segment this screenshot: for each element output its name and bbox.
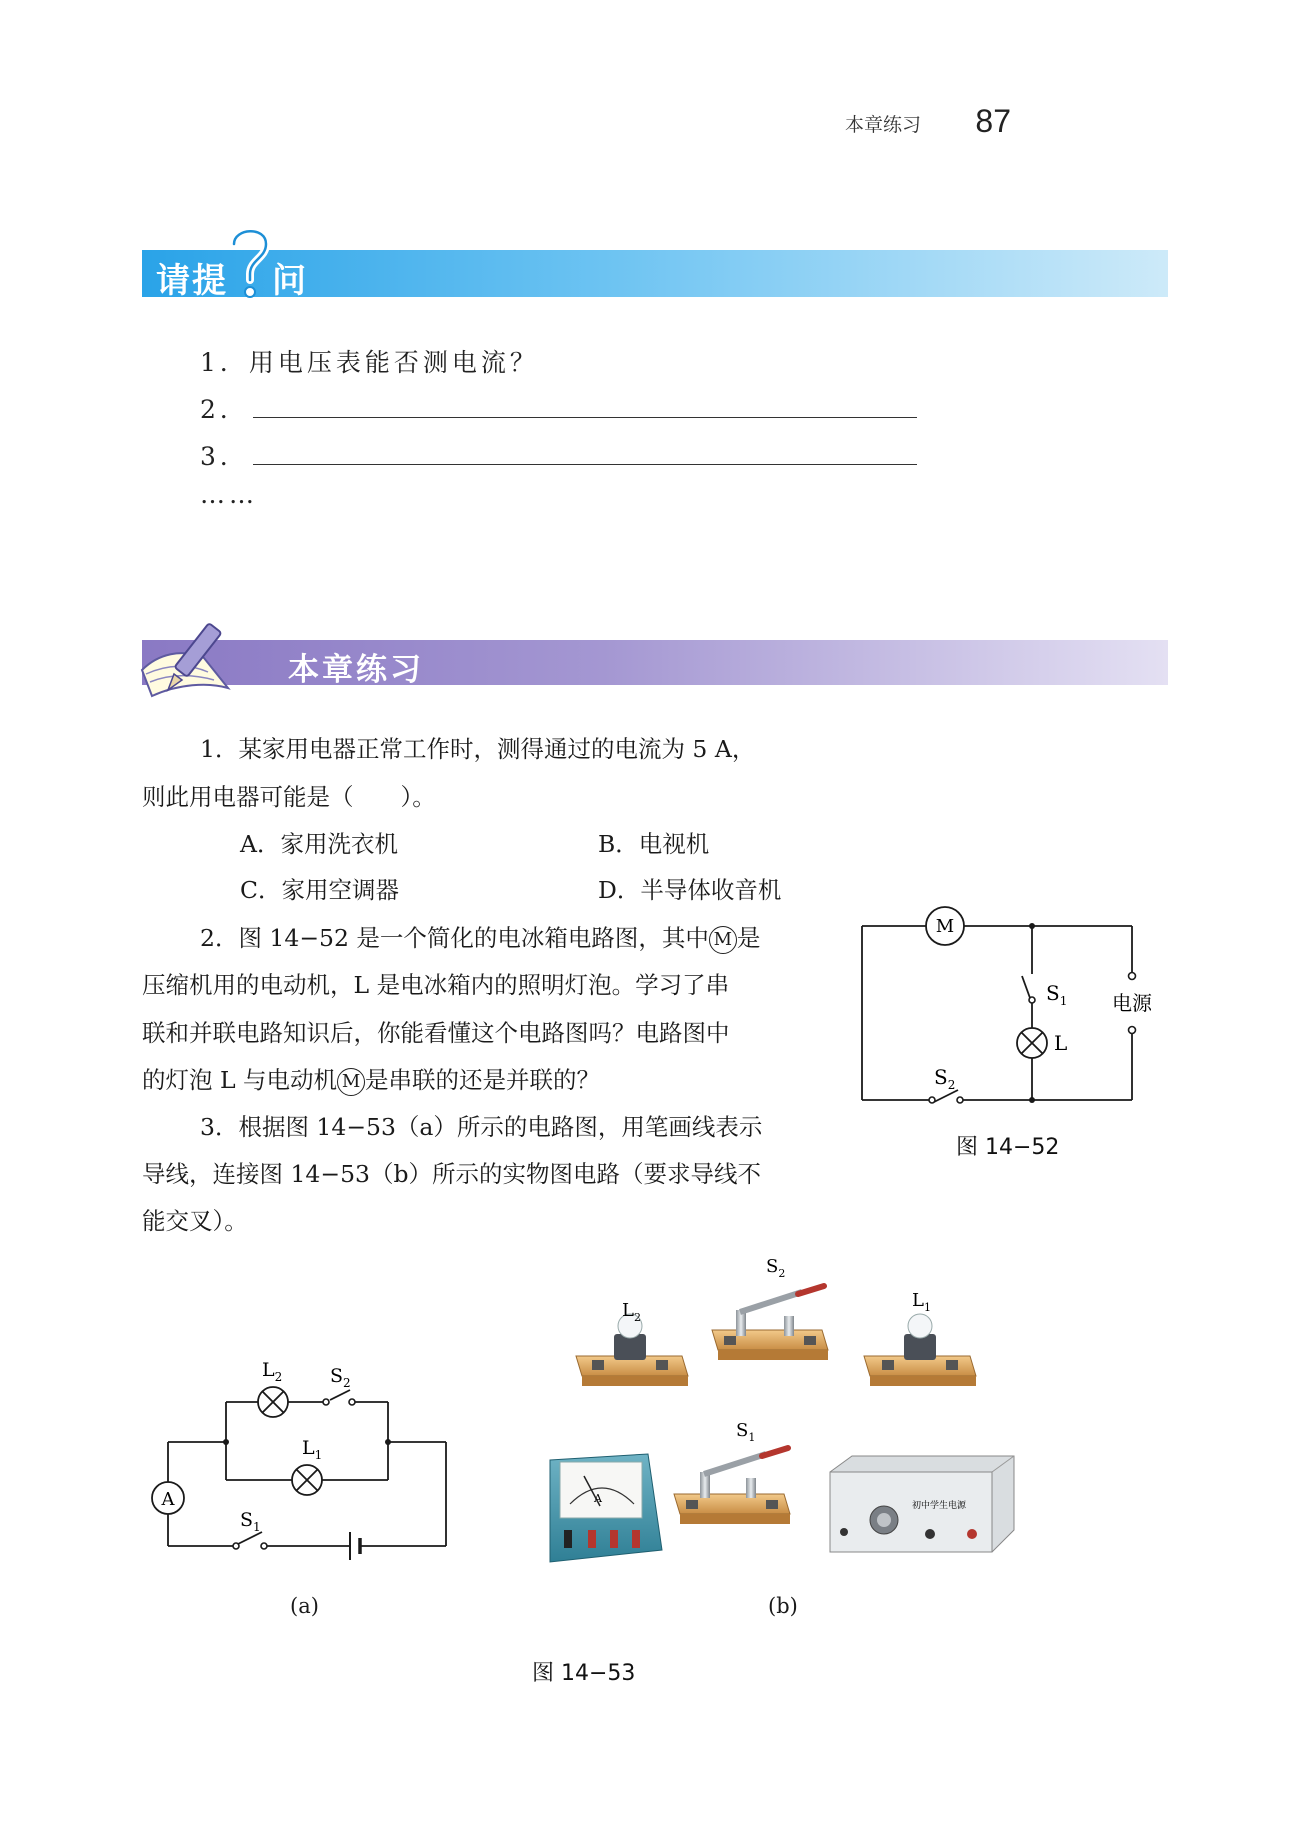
exercise-q1-line2: 则此用电器可能是（ ）。 (142, 783, 436, 811)
exercise-q1-option-a: A．家用洗衣机 (240, 830, 398, 858)
question-mark-icon (228, 222, 272, 302)
s2-label: $S_2$ (934, 1065, 956, 1092)
b-power-supply-label: 初中学生电源 (912, 1501, 967, 1511)
a-s1-label: $S_1$ (240, 1509, 261, 1534)
motor-circle-symbol: M (709, 926, 737, 954)
exercise-q1-option-c: C．家用空调器 (240, 876, 399, 904)
running-header-title: 本章练习 (844, 114, 921, 136)
lamp-label: L (1054, 1031, 1068, 1055)
exercise-q2-line1: 2．图 14−52 是一个简化的电冰箱电路图，其中 M 是 (200, 924, 761, 952)
b-meter-letter: A (594, 1492, 602, 1505)
switch-s1-apparatus (674, 1448, 790, 1524)
ask-question-3: 3． (200, 437, 917, 473)
exercise-q3-line2: 导线，连接图 14−53（b）所示的实物图电路（要求导线不 (142, 1160, 762, 1188)
page-number: 87 (975, 103, 1011, 139)
answer-blank (253, 397, 917, 418)
exercise-q3-line3: 能交叉）。 (142, 1207, 248, 1235)
power-label: 电源 (1112, 991, 1152, 1015)
exercise-q1-option-d: D．半导体收音机 (598, 876, 782, 904)
figure-14-53b-sublabel: (b) (768, 1594, 798, 1618)
a-ammeter-label: A (161, 1489, 175, 1510)
figure-14-53-caption: 图 14−53 (532, 1661, 636, 1686)
figure-14-53a-sublabel: (a) (290, 1594, 319, 1618)
motor-circle-symbol: M (337, 1068, 365, 1096)
ask-banner-title-2: 问 (272, 261, 306, 301)
ask-banner-title-1: 请提 (156, 261, 228, 301)
exercise-q2-line3: 联和并联电路知识后，你能看懂这个电路图吗？电路图中 (142, 1019, 730, 1047)
exercise-q1-line1: 1．某家用电器正常工作时，测得通过的电流为 5 A， (200, 735, 756, 763)
exercise-q2-line4: 的灯泡 L 与电动机 M 是串联的还是并联的？ (142, 1066, 601, 1094)
ask-question-2: 2． (200, 390, 917, 426)
b-s2-label: $S_2$ (766, 1256, 786, 1280)
motor-label: M (935, 916, 955, 937)
power-supply-apparatus (830, 1456, 1014, 1552)
exercise-banner-title: 本章练习 (288, 652, 424, 688)
figure-14-53a-circuit (140, 1350, 470, 1560)
exercise-q3-line1: 3．根据图 14−53（a）所示的电路图，用笔画线表示 (200, 1113, 763, 1141)
answer-blank (253, 444, 917, 465)
switch-s2-apparatus (712, 1286, 828, 1360)
exercise-q2-line2: 压缩机用的电动机，L 是电冰箱内的照明灯泡。学习了串 (142, 971, 730, 999)
a-l2-label: $L_2$ (262, 1359, 283, 1384)
pencil-paper-icon (138, 618, 238, 700)
b-l1-label: $L_1$ (912, 1290, 931, 1314)
lamp-l1-apparatus (864, 1314, 976, 1386)
b-l2-label: $L_2$ (622, 1300, 641, 1324)
ammeter-apparatus (550, 1454, 662, 1562)
ask-question-1: 1．用电压表能否测电流？ (200, 348, 539, 377)
b-s1-label: $S_1$ (736, 1420, 756, 1444)
figure-14-53b-apparatus (540, 1250, 1040, 1580)
s1-label: $S_1$ (1046, 981, 1068, 1008)
figure-14-52-caption: 图 14−52 (956, 1135, 1060, 1160)
ask-ellipsis: …… (200, 480, 258, 509)
a-s2-label: $S_2$ (330, 1365, 351, 1390)
figure-14-52-circuit (850, 900, 1170, 1120)
exercise-q1-option-b: B．电视机 (598, 830, 710, 858)
a-l1-label: $L_1$ (302, 1437, 323, 1462)
lamp-l2-apparatus (576, 1314, 688, 1386)
